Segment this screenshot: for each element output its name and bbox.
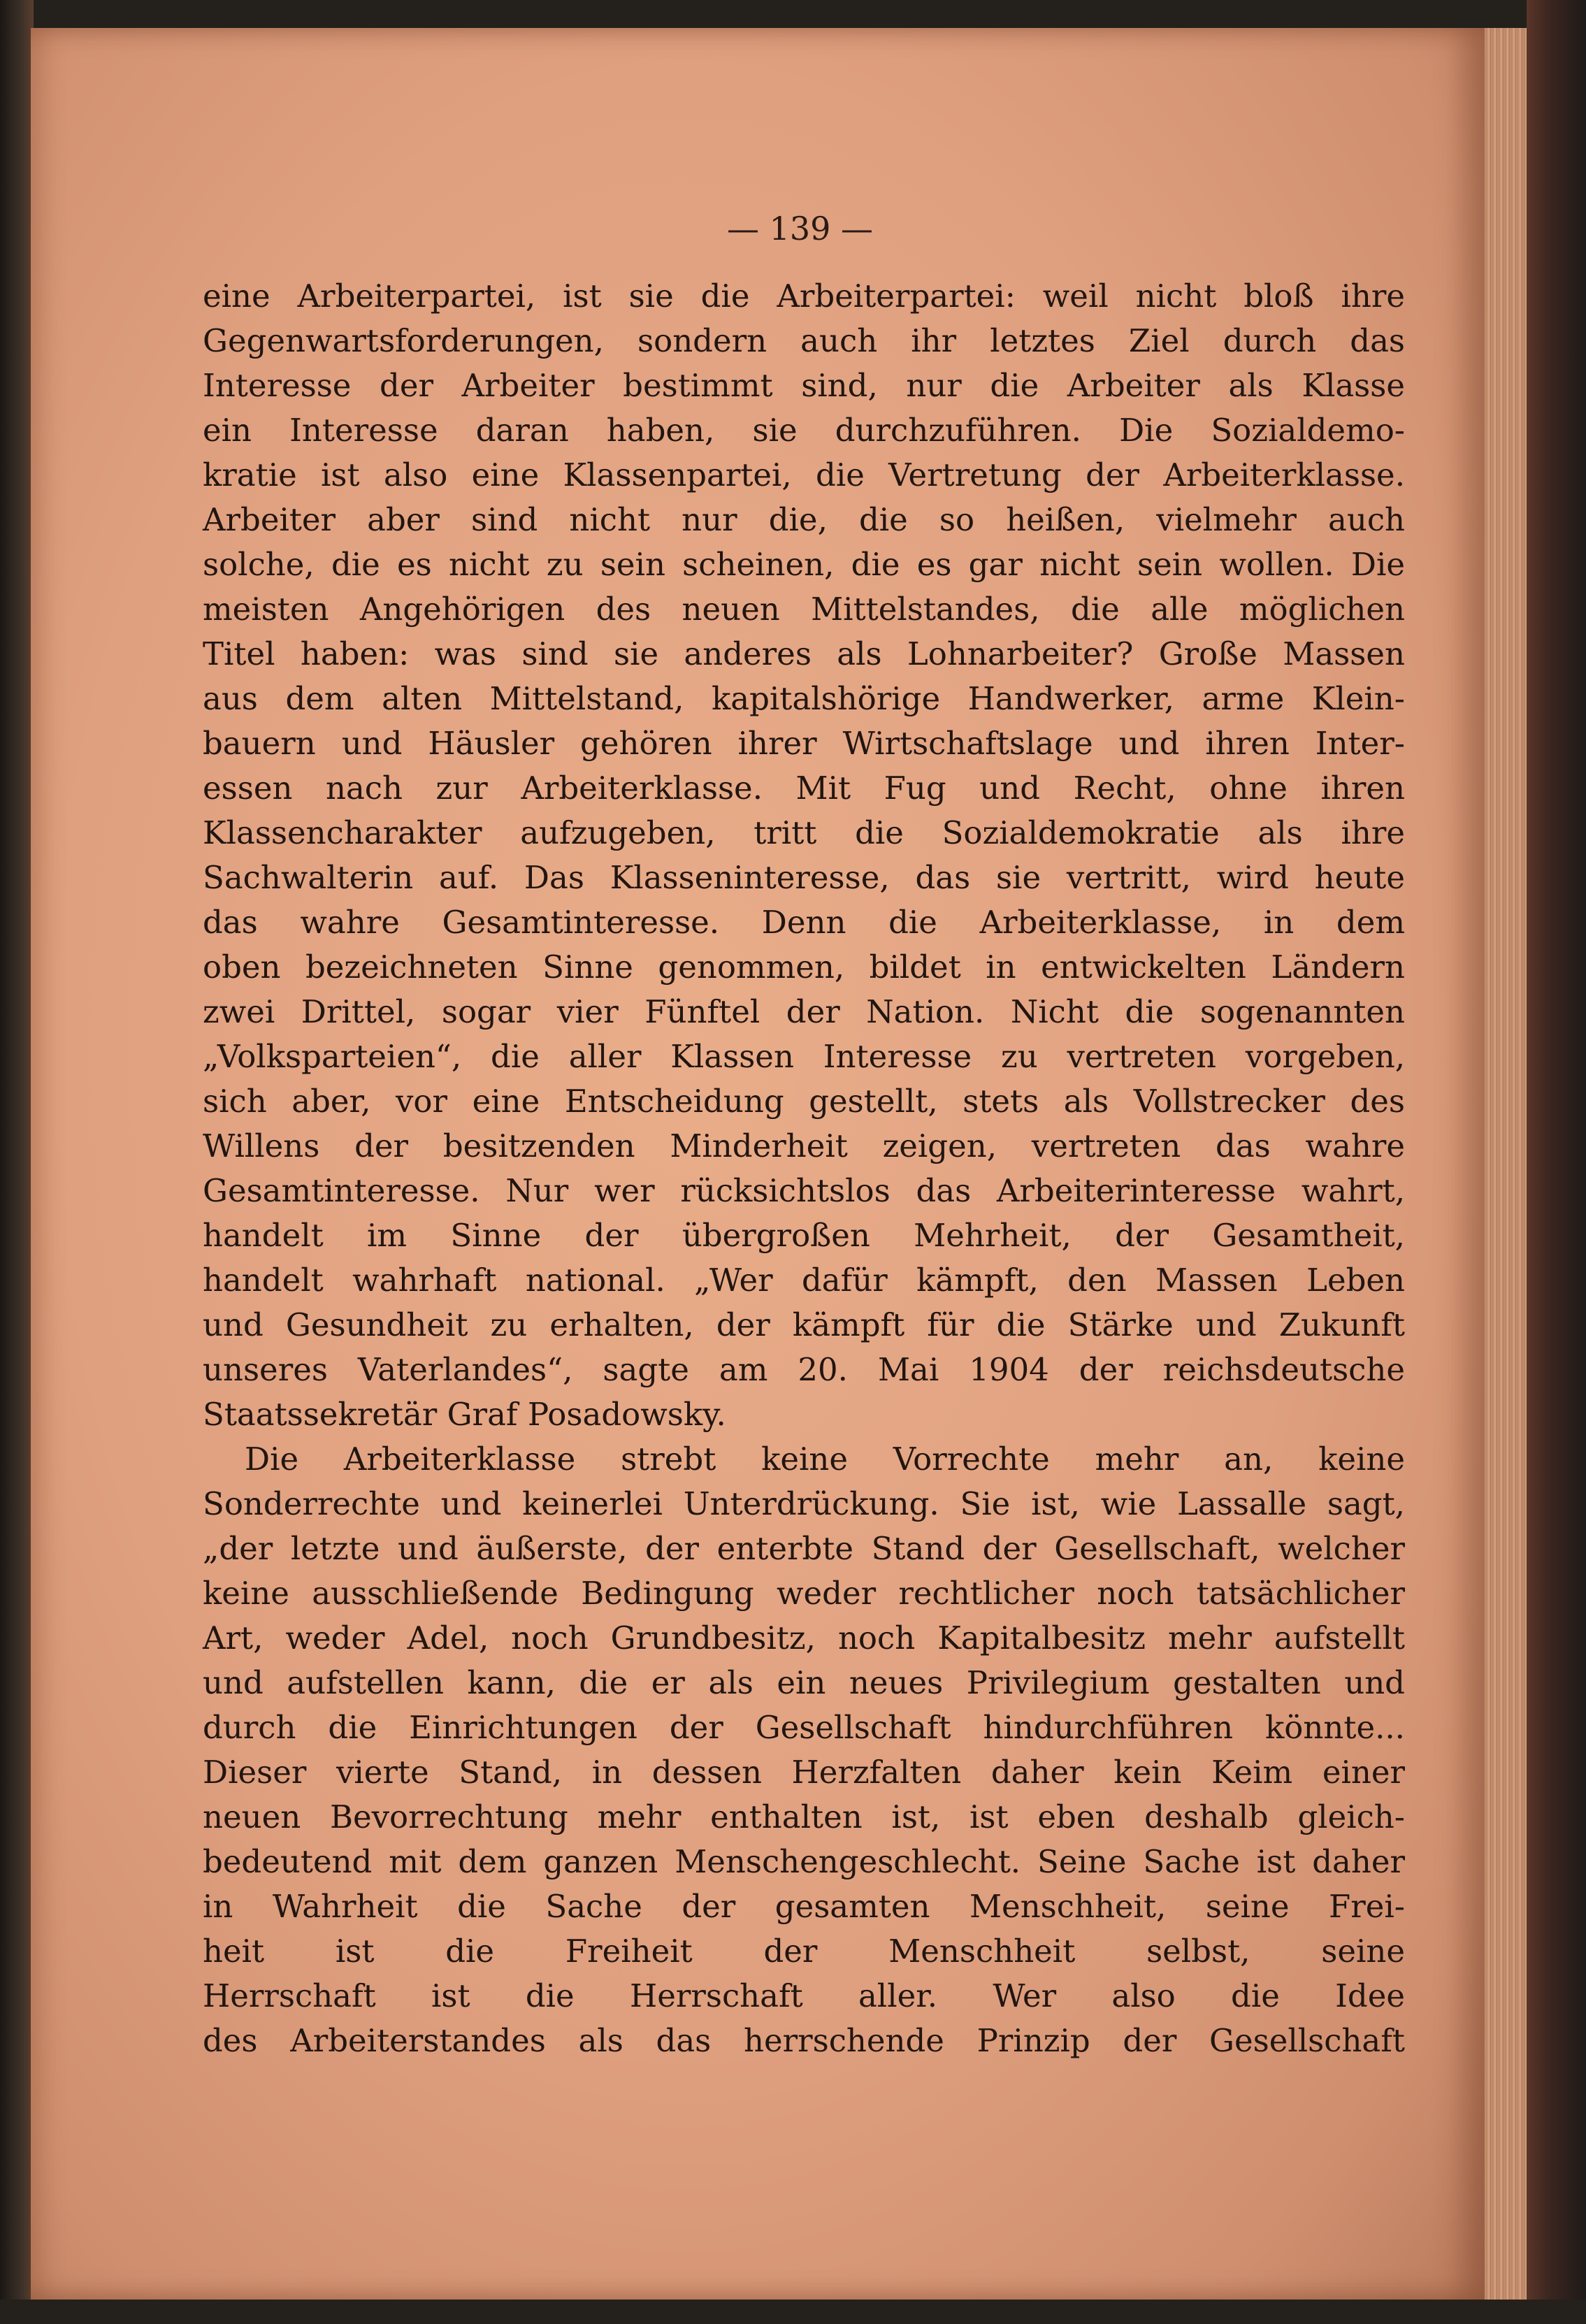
- text-line: handelt im Sinne der übergroßen Mehrheit, der Gesamtheit,: [203, 1217, 1405, 1254]
- text-line: Gesamtinteresse. Nur wer rücksichtslos das Arbeiterinteresse wahrt,: [203, 1172, 1405, 1209]
- text-line: oben bezeichneten Sinne genommen, bildet in entwickelten Ländern: [203, 948, 1405, 986]
- text-line: in Wahrheit die Sache der gesamten Menschheit, seine Frei-: [203, 1888, 1405, 1925]
- text-line: aus dem alten Mittelstand, kapitalshörige Handwerker, arme Klein-: [203, 680, 1405, 717]
- text-line: Sachwalterin auf. Das Klasseninteresse, das sie vertritt, wird heute: [203, 859, 1405, 896]
- text-line: durch die Einrichtungen der Gesellschaft hindurchführen könnte...: [203, 1709, 1405, 1746]
- text-line: neuen Bevorrechtung mehr enthalten ist, ist eben deshalb gleich-: [203, 1798, 1405, 1835]
- text-line: keine ausschließende Bedingung weder rechtlicher noch tatsächlicher: [203, 1575, 1405, 1612]
- text-line: unseres Vaterlandes“, sagte am 20. Mai 1904 der reichsdeutsche: [203, 1351, 1405, 1388]
- text-line: ein Interesse daran haben, sie durchzuführen. Die Sozialdemo-: [203, 412, 1405, 449]
- text-line: solche, die es nicht zu sein scheinen, die es gar nicht sein wollen. Die: [203, 546, 1405, 583]
- text-line: bauern und Häusler gehören ihrer Wirtschaftslage und ihren Inter-: [203, 725, 1405, 762]
- text-line: Dieser vierte Stand, in dessen Herzfalten daher kein Keim einer: [203, 1754, 1405, 1791]
- text-line: sich aber, vor eine Entscheidung gestellt, stets als Vollstrecker des: [203, 1083, 1405, 1120]
- text-line: „Volksparteien“, die aller Klassen Interesse zu vertreten vorgeben,: [203, 1038, 1405, 1075]
- text-line: eine Arbeiterpartei, ist sie die Arbeiterpartei: weil nicht bloß ihre: [203, 277, 1405, 315]
- text-line: meisten Angehörigen des neuen Mittelstandes, die alle möglichen: [203, 591, 1405, 628]
- text-line: Klassencharakter aufzugeben, tritt die Sozialdemokratie als ihre: [203, 814, 1405, 851]
- text-line: Staatssekretär Graf Posadowsky.: [203, 1396, 726, 1433]
- text-line: das wahre Gesamtinteresse. Denn die Arbeiterklasse, in dem: [203, 904, 1405, 941]
- text-line: kratie ist also eine Klassenpartei, die Vertretung der Arbeiterklasse.: [203, 456, 1405, 493]
- text-line: Sonderrechte und keinerlei Unterdrückung. Sie ist, wie Lassalle sagt,: [203, 1485, 1405, 1522]
- text-line: und aufstellen kann, die er als ein neues Privilegium gestalten und: [203, 1664, 1405, 1701]
- body-text: [203, 274, 1405, 2063]
- text-line: Arbeiter aber sind nicht nur die, die so heißen, vielmehr auch: [203, 501, 1405, 538]
- text-line: Willens der besitzenden Minderheit zeigen, vertreten das wahre: [203, 1127, 1405, 1164]
- book-cover-right: [1527, 0, 1586, 2324]
- text-line: bedeutend mit dem ganzen Menschengeschlecht. Seine Sache ist daher: [203, 1843, 1405, 1880]
- text-line: des Arbeiterstandes als das herrschende Prinzip der Gesellschaft: [203, 2022, 1405, 2059]
- text-line: Art, weder Adel, noch Grundbesitz, noch Kapitalbesitz mehr aufstellt: [203, 1619, 1405, 1657]
- text-line: Die Arbeiterklasse strebt keine Vorrechte mehr an, keine: [245, 1441, 1405, 1478]
- book-cover-bottom: [0, 2300, 1586, 2324]
- text-line: „der letzte und äußerste, der enterbte Stand der Gesellschaft, welcher: [203, 1530, 1405, 1567]
- text-line: essen nach zur Arbeiterklasse. Mit Fug und Recht, ohne ihren: [203, 770, 1405, 807]
- text-line: Herrschaft ist die Herrschaft aller. Wer also die Idee: [203, 1977, 1405, 2014]
- book-cover-left: [0, 0, 34, 2324]
- text-line: Interesse der Arbeiter bestimmt sind, nur die Arbeiter als Klasse: [203, 367, 1405, 404]
- text-line: und Gesundheit zu erhalten, der kämpft für die Stärke und Zukunft: [203, 1306, 1405, 1343]
- book-cover-top: [0, 0, 1586, 28]
- text-line: zwei Drittel, sogar vier Fünftel der Nation. Nicht die sogenannten: [203, 993, 1405, 1030]
- text-line: heit ist die Freiheit der Menschheit selbst, seine: [203, 1933, 1405, 1970]
- text-line: handelt wahrhaft national. „Wer dafür kämpft, den Massen Leben: [203, 1262, 1405, 1299]
- page-number: — 139 —: [726, 210, 874, 247]
- page-edges: [1485, 28, 1527, 2300]
- text-line: Titel haben: was sind sie anderes als Lohnarbeiter? Große Massen: [203, 635, 1405, 672]
- text-line: Gegenwartsforderungen, sondern auch ihr letztes Ziel durch das: [203, 322, 1405, 359]
